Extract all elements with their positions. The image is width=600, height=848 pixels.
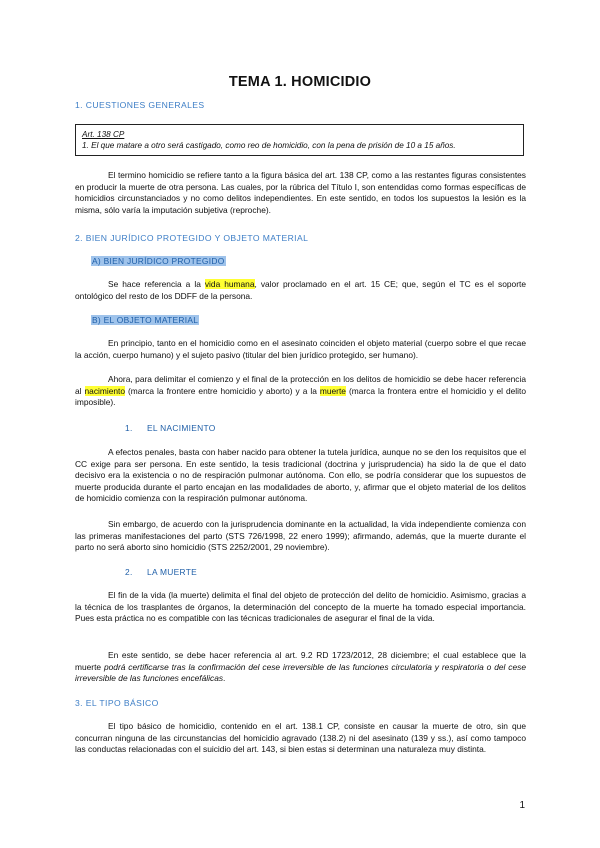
section-heading-2: 2. BIEN JURÍDICO PROTEGIDO Y OBJETO MATERIAL — [75, 233, 309, 243]
page-title: TEMA 1. HOMICIDIO — [228, 74, 372, 90]
section-heading-1: 1. CUESTIONES GENERALES — [75, 100, 205, 110]
article-text: 1. El que matare a otro será castigado, como reo de homicidio, con la pena de prisión de 10 a 15 años. — [82, 141, 456, 150]
paragraph-bien-juridico — [75, 279, 526, 302]
subheading-nacimiento — [125, 423, 216, 433]
text-span: El fin de la vida (la muerte) delimita el final del objeto de protección del delito de homicidio. Asimismo, gracias a la técnica de los trasplantes de órganos, la determinación del concepto de la muerte ha tomado especial importancia. Pues esta práctica no es compatible con las técnicas tradicionales de asegurar el final de la vida. — [75, 590, 526, 624]
subheading-label: LA MUERTE — [147, 567, 198, 577]
subheading-a-label: A) BIEN JURÍDICO PROTEGIDO — [92, 256, 225, 266]
page-number: 1 — [519, 800, 525, 811]
paragraph-tipo-basico — [75, 721, 526, 756]
text-span: (marca la frontera entre el homicidio y el delito imposible). — [75, 385, 527, 408]
article-reference: Art. 138 CP — [82, 130, 125, 139]
text-span: En este sentido, se debe hacer referencia al art. 9.2 RD 1723/2012, 28 diciembre; el cual establece que la muerte — [75, 650, 526, 672]
paragraph-intro-text: El termino homicidio se refiere tanto a la figura básica del art. 138 CP, como a las restantes figuras consistentes en producir la muerte de otra persona. Las cuales, por la rúbrica del Título I, son entendidas como formas específicas de homicidios circunstanciados y no como delitos independientes. En este sentido, en todos los supuestos la lesión es la misma, sólo varía la imputación subjetiva (reproche). — [75, 170, 526, 215]
text-span: En principio, tanto en el homicidio como en el asesinato coinciden el objeto material (cuerpo sobre el que recae la acción, cuerpo humano) y el sujeto pasivo (titular del bien jurídico protegido, ser humano). — [75, 338, 526, 360]
text-span: A efectos penales, basta con haber nacido para obtener la tutela jurídica, aunque no se den los requisitos que el CC exige para ser persona. En este sentido, la tesis tradicional (doctrina y jurisprudencia) ha sido la de que el dato decisivo era la existencia o no de respiración pulmonar autónoma. Con ello, se podría considerar que los supuestos de muerte producida durante el parto encajan en las modalidades de aborto, y, afirmar que el objeto material de los delitos de homicidio comienza con la respiración pulmonar autónoma. — [75, 447, 526, 504]
text-span: Ahora, para delimitar el comienzo y el final de la protección en los delitos de homicidio se debe hacer referencia al — [75, 374, 526, 396]
highlight-nacimiento: nacimiento — [84, 385, 126, 396]
paragraph-muerte-1 — [75, 590, 526, 625]
section-heading-3: 3. EL TIPO BÁSICO — [75, 698, 159, 708]
subheading-label: EL NACIMIENTO — [147, 423, 216, 433]
text-span: Sin embargo, de acuerdo con la jurisprudencia dominante en la actualidad, la vida independiente comienza con las primeras manifestaciones del parto (STS 726/1998, 22 enero 1999); afirmando, además, que la muerte durante el parto no será aborto sino homicidio (STS 2252/2001, 29 noviembre). — [75, 519, 526, 553]
italic-quote: podrá certificarse tras la confirmación del cese irreversible de las funciones circulatoria y respiratoria o del cese irreversible de las funciones encefálicas — [75, 661, 526, 684]
subheading-number: 1. — [125, 423, 133, 433]
subheading-number: 2. — [125, 567, 133, 577]
text-span: (marca la frontere entre homicidio y aborto) y a la — [125, 385, 320, 396]
text-span: Se hace referencia a la — [108, 279, 205, 289]
subheading-muerte — [125, 567, 197, 577]
subheading-b — [91, 315, 199, 325]
highlight-muerte: muerte — [319, 385, 346, 396]
paragraph-nacimiento-1 — [75, 447, 526, 505]
subheading-a — [91, 256, 226, 266]
paragraph-muerte-2 — [75, 650, 526, 685]
article-quote-box — [75, 124, 524, 156]
text-span: . — [223, 673, 226, 684]
paragraph-objeto-material — [75, 338, 526, 361]
paragraph-nacimiento-2 — [75, 519, 526, 554]
subheading-b-label: B) EL OBJETO MATERIAL — [92, 315, 199, 325]
highlight-vida-humana: vida humana — [204, 279, 255, 289]
text-span: El tipo básico de homicidio, contenido en el art. 138.1 CP, consiste en causar la muerte de otro, sin que concurran ninguna de las circunstancias del homicidio agravado (138.2) ni del asesinato (139 y ss.), así como tampoco las conductas relacionadas con el suicidio del art. 143, si bien estas si determinan una naturaleza muy distinta. — [75, 721, 526, 755]
paragraph-intro — [75, 170, 526, 216]
paragraph-delimitacion — [75, 374, 526, 409]
text-span: , valor proclamado en el art. 15 CE; que, según el TC es el soporte ontológico del resto de los DDFF de la persona. — [75, 279, 526, 301]
